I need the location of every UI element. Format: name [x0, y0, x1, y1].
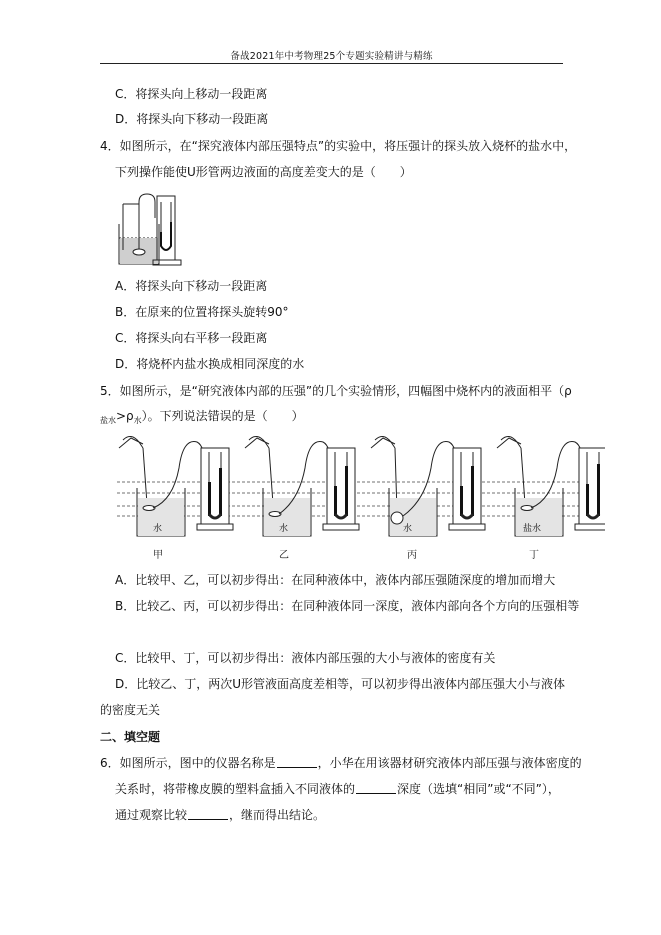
rho-sub-salt: 盐水 [100, 416, 116, 425]
liquid-label-ding: 盐水 [523, 524, 542, 534]
q5-stem-line1: 5．如图所示，是“研究液体内部的压强”的几个实验情形，四幅图中烧杯内的液面相平（ρ [100, 384, 572, 398]
figure-label-ding: 丁 [529, 550, 539, 561]
q6-line2 [115, 781, 560, 797]
q4-stem-line1: 4．如图所示，在“探究液体内部压强特点”的实验中，将压强计的探头放入烧杯的盐水中， [100, 139, 577, 153]
q6-line1-a: 6．如图所示，图中的仪器名称是 [100, 756, 276, 770]
gt-rho: >ρ [116, 409, 134, 423]
q4-option-a: A．将探头向下移动一段距离 [115, 279, 268, 293]
rho-sub-water: 水 [133, 416, 142, 425]
figure-label-jia: 甲 [153, 550, 163, 561]
q5-option-c: C．比较甲、丁，可以初步得出：液体内部压强的大小与液体的密度有关 [115, 651, 496, 665]
q4-option-c: C．将探头向右平移一段距离 [115, 331, 268, 345]
liquid-label-jia: 水 [153, 524, 163, 534]
q5-option-d-line1: D．比较乙、丁，两次U形管液面高度差相等，可以初步得出液体内部压强大小与液体 [115, 677, 566, 691]
q3-option-d: D．将探头向下移动一段距离 [115, 112, 269, 126]
q6-line1-b: ，小华在用该器材研究液体内部压强与液体密度的 [317, 756, 582, 770]
figure-label-bing: 丙 [407, 550, 417, 561]
page-header: 备战2021年中考物理25个专题实验精讲与精练 [230, 51, 433, 62]
q6-blank-2 [356, 781, 396, 794]
section-fill-in-title: 二、填空题 [100, 730, 161, 744]
setup-jia [119, 436, 233, 536]
q5-figure [113, 428, 605, 564]
q6-line2-b: 深度（选填“相同”或“不同”）， [397, 782, 560, 796]
header-rule [100, 63, 563, 64]
q4-option-b: B．在原来的位置将探头旋转90° [115, 305, 289, 319]
q5-option-d-line2: 的密度无关 [100, 703, 161, 717]
q5-stem-line2 [100, 408, 304, 426]
setup-yi [245, 436, 359, 536]
q4-option-d: D．将烧杯内盐水换成相同深度的水 [115, 357, 305, 371]
q6-blank-1 [277, 755, 317, 768]
q6-line1 [100, 755, 582, 771]
figure-label-yi: 乙 [279, 550, 289, 561]
q3-option-c: C．将探头向上移动一段距离 [115, 87, 268, 101]
q6-line3-a: 通过观察比较 [115, 808, 188, 822]
liquid-label-yi: 水 [279, 524, 289, 534]
q5-option-a: A．比较甲、乙，可以初步得出：在同种液体中，液体内部压强随深度的增加而增大 [115, 573, 556, 587]
setup-bing [371, 436, 485, 536]
q5-stem-tail: ）。下列说法错误的是（ ） [141, 409, 304, 423]
q4-figure [115, 188, 187, 270]
setup-ding [497, 436, 605, 536]
q6-line3 [115, 807, 325, 823]
q6-blank-3 [188, 807, 228, 820]
q4-stem-line2: 下列操作能使U形管两边液面的高度差变大的是（ ） [115, 165, 412, 179]
q5-option-b: B．比较乙、丙，可以初步得出：在同种液体同一深度，液体内部向各个方向的压强相等 [115, 599, 580, 613]
q6-line2-a: 关系时，将带橡皮膜的塑料盒插入不同液体的 [115, 782, 356, 796]
q6-line3-b: ，继而得出结论。 [229, 808, 326, 822]
liquid-label-bing: 水 [403, 524, 413, 534]
